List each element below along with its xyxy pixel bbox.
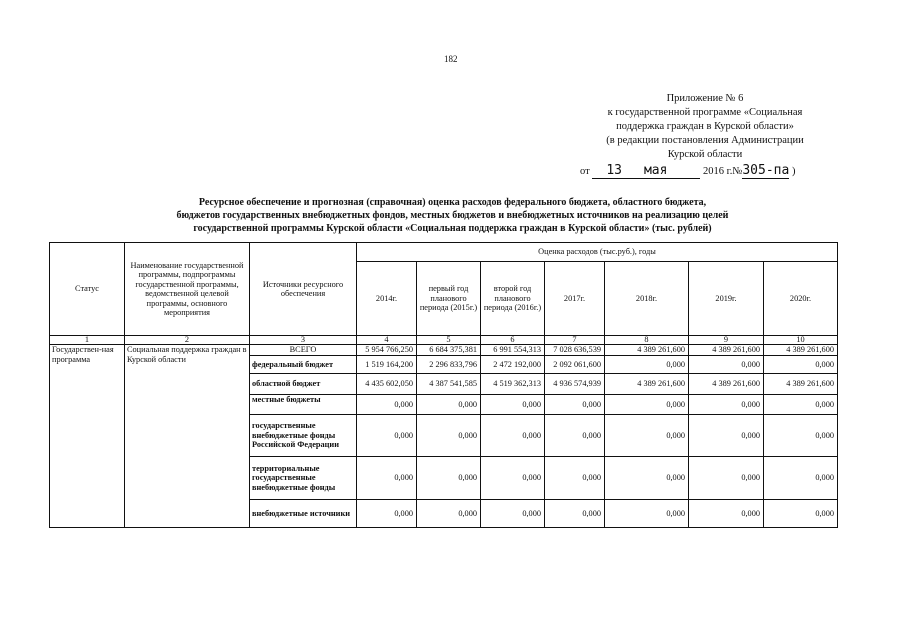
source-cell: федеральный бюджет (250, 356, 357, 374)
index-cell: 8 (605, 336, 689, 345)
date-suffix: ) (791, 166, 796, 177)
page-number: 182 (444, 54, 458, 64)
date-prefix: от (580, 166, 590, 177)
value-cell: 0,000 (764, 395, 838, 415)
header-sources: Источники ресурсного обеспечения (250, 243, 357, 336)
value-cell: 7 028 636,539 (545, 345, 605, 356)
source-cell: государственные внебюджетные фонды Российской Федерации (250, 415, 357, 457)
header-year: второй год планового периода (2016г.) (481, 262, 545, 336)
date-day: 13 (606, 163, 622, 178)
value-cell: 0,000 (605, 457, 689, 500)
appendix-block (560, 92, 850, 162)
value-cell: 0,000 (764, 500, 838, 528)
value-cell: 5 954 766,250 (357, 345, 417, 356)
index-cell: 6 (481, 336, 545, 345)
value-cell: 4 389 261,600 (689, 374, 764, 395)
date-year: 2016 г. (702, 166, 733, 177)
value-cell: 4 389 261,600 (605, 374, 689, 395)
value-cell: 0,000 (481, 457, 545, 500)
index-cell: 1 (50, 336, 125, 345)
index-cell: 5 (417, 336, 481, 345)
value-cell: 0,000 (545, 457, 605, 500)
value-cell: 6 684 375,381 (417, 345, 481, 356)
table-row (50, 345, 838, 356)
title-line: Ресурсное обеспечение и прогнозная (справочная) оценка расходов федерального бюджета, областного бюджета, (198, 197, 707, 208)
title-line: государственной программы Курской области «Социальная поддержка граждан в Курской области» (тыс. рублей) (193, 223, 712, 234)
value-cell: 0,000 (605, 395, 689, 415)
value-cell: 0,000 (545, 395, 605, 415)
source-cell: ВСЕГО (250, 345, 357, 356)
value-cell: 0,000 (605, 356, 689, 374)
appendix-line: Курской области (667, 149, 743, 160)
value-cell: 0,000 (689, 500, 764, 528)
index-cell: 3 (250, 336, 357, 345)
value-cell: 0,000 (605, 500, 689, 528)
appendix-line: поддержка граждан в Курской области» (616, 121, 794, 132)
appendix-line: к государственной программе «Социальная (607, 107, 803, 118)
status-cell: Государствен-ная программа (50, 345, 125, 528)
source-cell: областной бюджет (250, 374, 357, 395)
appendix-line: (в редакции постановления Администрации (606, 135, 804, 146)
source-cell: территориальные государственные внебюджетные фонды (250, 457, 357, 500)
value-cell: 0,000 (481, 415, 545, 457)
number-prefix: № (732, 166, 743, 177)
index-cell: 9 (689, 336, 764, 345)
value-cell: 4 387 541,585 (417, 374, 481, 395)
date-day-month (592, 163, 700, 179)
source-cell: местные бюджеты (250, 395, 357, 415)
value-cell: 1 519 164,200 (357, 356, 417, 374)
value-cell: 4 435 602,050 (357, 374, 417, 395)
resource-table (49, 242, 838, 528)
value-cell: 0,000 (481, 395, 545, 415)
value-cell: 0,000 (417, 415, 481, 457)
value-cell: 0,000 (764, 457, 838, 500)
value-cell: 4 389 261,600 (764, 374, 838, 395)
value-cell: 0,000 (689, 457, 764, 500)
header-status: Статус (50, 243, 125, 336)
value-cell: 4 389 261,600 (764, 345, 838, 356)
decree-number: 305-па (742, 163, 790, 178)
value-cell: 0,000 (417, 457, 481, 500)
header-year: 2017г. (545, 262, 605, 336)
value-cell: 0,000 (545, 500, 605, 528)
value-cell: 0,000 (689, 395, 764, 415)
value-cell: 0,000 (357, 457, 417, 500)
value-cell: 4 936 574,939 (545, 374, 605, 395)
index-row (50, 336, 838, 345)
value-cell: 0,000 (545, 415, 605, 457)
value-cell: 0,000 (481, 500, 545, 528)
header-year: 2020г. (764, 262, 838, 336)
index-cell: 4 (357, 336, 417, 345)
document-title (130, 196, 775, 235)
value-cell: 0,000 (605, 415, 689, 457)
value-cell: 0,000 (689, 356, 764, 374)
value-cell: 0,000 (357, 395, 417, 415)
value-cell: 2 472 192,000 (481, 356, 545, 374)
decree-date (580, 163, 795, 179)
source-cell: внебюджетные источники (250, 500, 357, 528)
header-year: 2014г. (357, 262, 417, 336)
index-cell: 2 (125, 336, 250, 345)
header-name: Наименование государственной программы, подпрограммы государственной программы, ведомственной целевой программы, основного мероприятия (125, 243, 250, 336)
title-line: бюджетов государственных внебюджетных фондов, местных бюджетов и внебюджетных источников на реализацию целей (176, 210, 729, 221)
appendix-line: Приложение № 6 (666, 93, 744, 104)
value-cell: 2 296 833,796 (417, 356, 481, 374)
value-cell: 0,000 (357, 415, 417, 457)
index-cell: 10 (764, 336, 838, 345)
value-cell: 0,000 (764, 415, 838, 457)
value-cell: 2 092 061,600 (545, 356, 605, 374)
value-cell: 4 389 261,600 (605, 345, 689, 356)
header-year: первый год планового периода (2015г.) (417, 262, 481, 336)
value-cell: 0,000 (417, 500, 481, 528)
value-cell: 4 519 362,313 (481, 374, 545, 395)
value-cell: 6 991 554,313 (481, 345, 545, 356)
value-cell: 4 389 261,600 (689, 345, 764, 356)
program-name-cell: Социальная поддержка граждан в Курской области (125, 345, 250, 528)
header-estimate: Оценка расходов (тыс.руб.), годы (357, 243, 838, 262)
value-cell: 0,000 (764, 356, 838, 374)
header-year: 2019г. (689, 262, 764, 336)
index-cell: 7 (545, 336, 605, 345)
value-cell: 0,000 (689, 415, 764, 457)
value-cell: 0,000 (357, 500, 417, 528)
date-month: мая (643, 163, 668, 178)
header-year: 2018г. (605, 262, 689, 336)
value-cell: 0,000 (417, 395, 481, 415)
